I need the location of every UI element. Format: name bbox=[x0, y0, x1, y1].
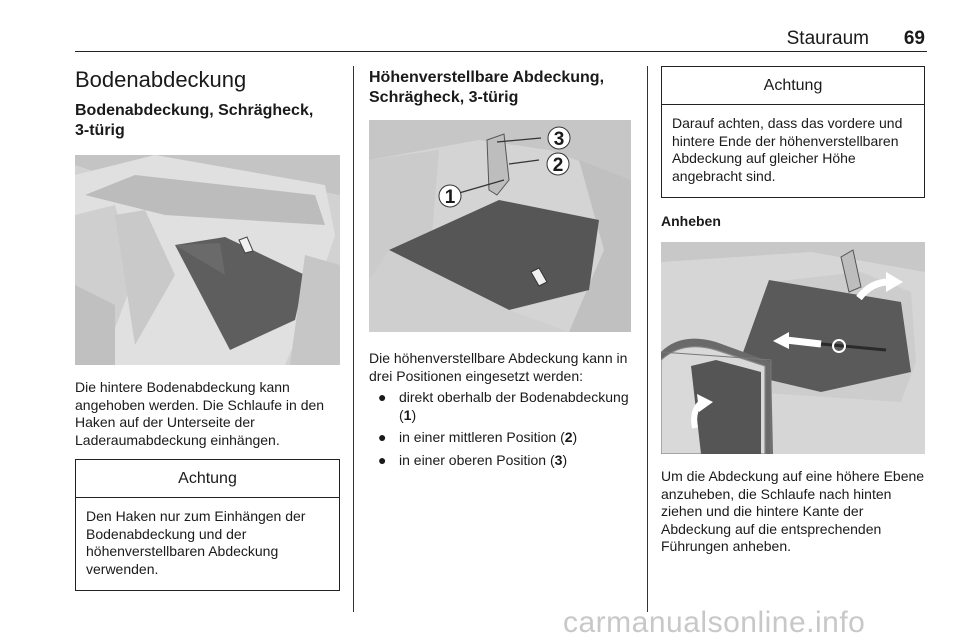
section-title: Stauraum bbox=[786, 28, 869, 49]
paragraph-col2: Die höhenverstellbare Abdeckung kann in drei Positionen eingesetzt werden: bbox=[369, 350, 628, 384]
column-3 bbox=[661, 62, 925, 556]
bullet-icon: ● bbox=[378, 451, 387, 468]
figure-lifting-cover bbox=[661, 242, 925, 454]
subheading-col1: Bodenabdeckung, Schrägheck, 3-türig bbox=[75, 102, 314, 139]
subheading-anheben: Anheben bbox=[661, 213, 721, 229]
paragraph-col1: Die hintere Bodenabdeckung kann angehoben werden. Die Schlaufe in den Haken auf der Unterseite der Laderaumabdeckung einhängen. bbox=[75, 379, 325, 448]
subheading-col2: Höhenverstellbare Abdeckung, Schrägheck, 3-türig bbox=[369, 69, 605, 106]
page-header bbox=[75, 28, 927, 52]
list-item: ● in einer mittleren Position (2) bbox=[378, 429, 578, 445]
position-list bbox=[369, 389, 631, 469]
figure-label-1: 1 bbox=[444, 187, 456, 208]
watermark-text: carmanualsonline.info bbox=[563, 606, 866, 639]
column-divider-2 bbox=[647, 66, 648, 612]
heading-bodenabdeckung: Bodenabdeckung bbox=[75, 67, 247, 92]
paragraph-col3: Um die Abdeckung auf eine höhere Ebene anzuheben, die Schlaufe nach hinten ziehen und die hintere Kante der Abdeckung auf die entsprechenden Führungen anheben. bbox=[661, 468, 925, 554]
warning-title: Achtung bbox=[662, 67, 924, 105]
list-item: ● direkt oberhalb der Bodenabdeckung (1) bbox=[378, 389, 629, 423]
figure-adjustable-cover bbox=[369, 120, 631, 332]
figure-label-2: 2 bbox=[552, 155, 564, 176]
list-item: ● in einer oberen Position (3) bbox=[378, 451, 568, 468]
page-number: 69 bbox=[903, 28, 925, 49]
figure-label-3: 3 bbox=[553, 129, 565, 150]
warning-text: Den Haken nur zum Einhängen der Bodenabdeckung und der höhenverstellbaren Abdeckung verwenden. bbox=[86, 508, 306, 577]
warning-box-col3 bbox=[661, 66, 925, 198]
figure-floor-cover bbox=[75, 155, 340, 365]
column-divider-1 bbox=[353, 66, 354, 612]
column-2 bbox=[369, 62, 631, 474]
warning-text: Darauf achten, dass das vordere und hintere Ende der höhenverstellbaren Abdeckung auf gleicher Höhe angebracht sind. bbox=[672, 115, 903, 184]
warning-title: Achtung bbox=[76, 460, 339, 498]
bullet-icon: ● bbox=[378, 429, 387, 445]
column-1 bbox=[75, 62, 340, 591]
bullet-icon: ● bbox=[378, 389, 387, 405]
warning-box-col1 bbox=[75, 459, 340, 591]
